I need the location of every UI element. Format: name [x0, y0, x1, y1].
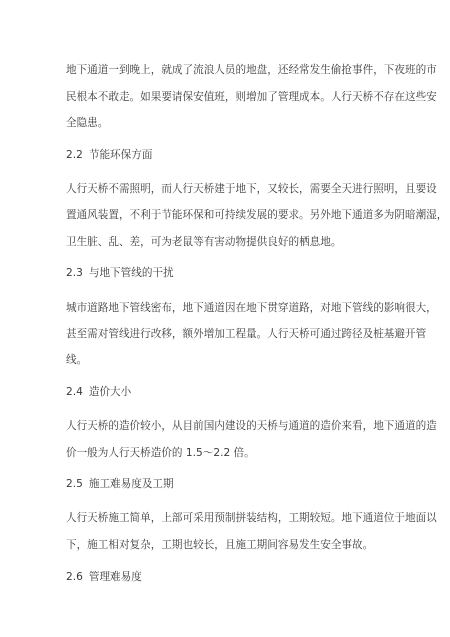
paragraph-line: 卫生脏、乱、差，可为老鼠等有害动物提供良好的栖息地。: [66, 236, 342, 248]
paragraph-line: 置通风装置，不利于节能环保和可持续发展的要求。另外地下通道多为阴暗潮湿，: [66, 209, 448, 221]
section-number: 2.2: [66, 149, 83, 161]
section-number: 2.6: [66, 571, 83, 583]
paragraph-line: 城市道路地下管线密布，地下通道因在地下贯穿道路，对地下管线的影响很大，: [66, 302, 437, 314]
section-heading-2-4: [66, 385, 131, 399]
paragraph-line: 线。: [66, 354, 88, 366]
section-heading-2-5: [66, 477, 174, 491]
section-heading-2-6: [66, 570, 142, 584]
paragraph-line: 下，施工相对复杂，工期也较长，且施工期间容易发生安全事故。: [66, 539, 374, 551]
paragraph-line: 人行天桥施工简单，上部可采用预制拼装结构，工期较短。地下通道位于地面以: [66, 512, 437, 524]
paragraph-line: 民根本不敢走。如果要请保安值班，则增加了管理成本。人行天桥不存在这些安: [66, 91, 437, 103]
section-heading-2-2: [66, 148, 152, 162]
section-title: 造价大小: [88, 386, 132, 398]
section-title: 管理难易度: [88, 571, 142, 583]
section-number: 2.5: [66, 478, 83, 490]
paragraph-line: 人行天桥不需照明，而人行天桥建于地下，又较长，需要全天进行照明，且要设: [66, 183, 437, 195]
section-title: 施工难易度及工期: [88, 478, 174, 490]
section-number: 2.3: [66, 267, 83, 279]
section-number: 2.4: [66, 386, 83, 398]
paragraph-line: 人行天桥的造价较小，从目前国内建设的天桥与通道的造价来看，地下通道的造: [66, 420, 437, 432]
paragraph-line: 甚至需对管线进行改移，额外增加工程量。人行天桥可通过跨径及桩基避开管: [66, 328, 427, 340]
paragraph-line: 价一般为人行天桥造价的 1.5～2.2 倍。: [66, 447, 255, 459]
paragraph-line: 地下通道一到晚上，就成了流浪人员的地盘，还经常发生偷抢事件，下夜班的市: [66, 64, 437, 76]
section-title: 节能环保方面: [88, 149, 153, 161]
section-title: 与地下管线的干扰: [88, 267, 174, 279]
paragraph-line: 全隐患。: [66, 117, 109, 129]
section-heading-2-3: [66, 266, 174, 280]
